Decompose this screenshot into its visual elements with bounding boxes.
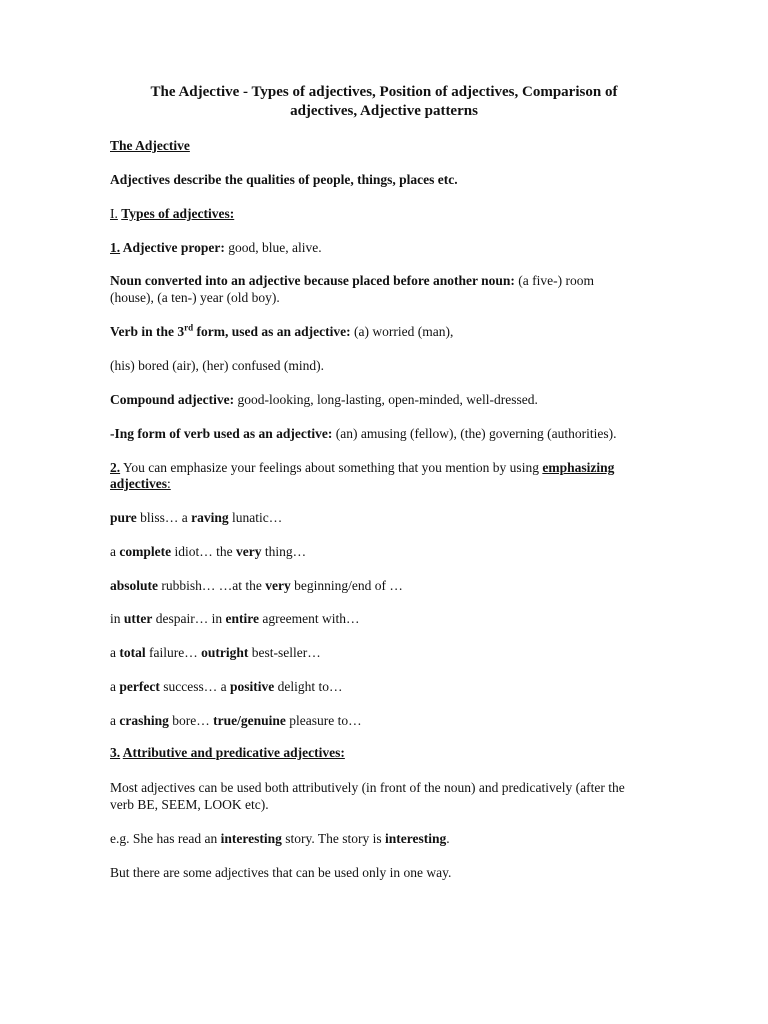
verb-form-line-2: (his) bored (air), (her) confused (mind).: [110, 358, 325, 373]
intro-line: Adjectives describe the qualities of people, things, places etc.: [110, 172, 458, 187]
emphasis-example-line: a perfect success… a positive delight to…: [110, 679, 343, 694]
example-sentence: e.g. She has read an interesting story. The story is interesting.: [110, 831, 450, 846]
attributive-para-line-1: Most adjectives can be used both attributively (in front of the noun) and predicatively (after the: [110, 780, 625, 795]
emphasis-example-line: absolute rubbish… …at the very beginning/end of …: [110, 578, 403, 593]
emphasis-example-line: in utter despair… in entire agreement with…: [110, 611, 360, 626]
document-title-line-1: The Adjective - Types of adjectives, Position of adjectives, Comparison of: [150, 84, 618, 100]
document-title-line-2: adjectives, Adjective patterns: [290, 103, 478, 119]
emphasis-example-line: a complete idiot… the very thing…: [110, 544, 307, 559]
section-heading: The Adjective: [110, 138, 190, 153]
emphasis-example-line: a total failure… outright best-seller…: [110, 645, 321, 660]
emphasizing-line-1: 2. You can emphasize your feelings about something that you mention by using emphasizing: [110, 460, 615, 475]
emphasizing-line-2: adjectives:: [110, 476, 171, 491]
verb-form-line-1: Verb in the 3rd form, used as an adjective: (a) worried (man),: [110, 322, 454, 339]
noun-converted-line-1: Noun converted into an adjective because placed before another noun: (a five-) room: [110, 273, 594, 288]
attributive-para-line-2: verb BE, SEEM, LOOK etc).: [110, 797, 269, 812]
emphasis-example-line: pure bliss… a raving lunatic…: [110, 510, 283, 525]
ing-form-line: -Ing form of verb used as an adjective: (an) amusing (fellow), (the) governing (authorities).: [110, 426, 617, 441]
attributive-heading: 3. Attributive and predicative adjectives:: [110, 745, 345, 760]
emphasis-example-line: a crashing bore… true/genuine pleasure to…: [110, 713, 362, 728]
types-heading: I. Types of adjectives:: [110, 206, 235, 221]
compound-adjective-line: Compound adjective: good-looking, long-lasting, open-minded, well-dressed.: [110, 392, 538, 407]
adjective-proper-line: 1. Adjective proper: good, blue, alive.: [110, 240, 322, 255]
closing-line: But there are some adjectives that can be used only in one way.: [110, 865, 452, 880]
noun-converted-line-2: (house), (a ten-) year (old boy).: [110, 290, 280, 305]
